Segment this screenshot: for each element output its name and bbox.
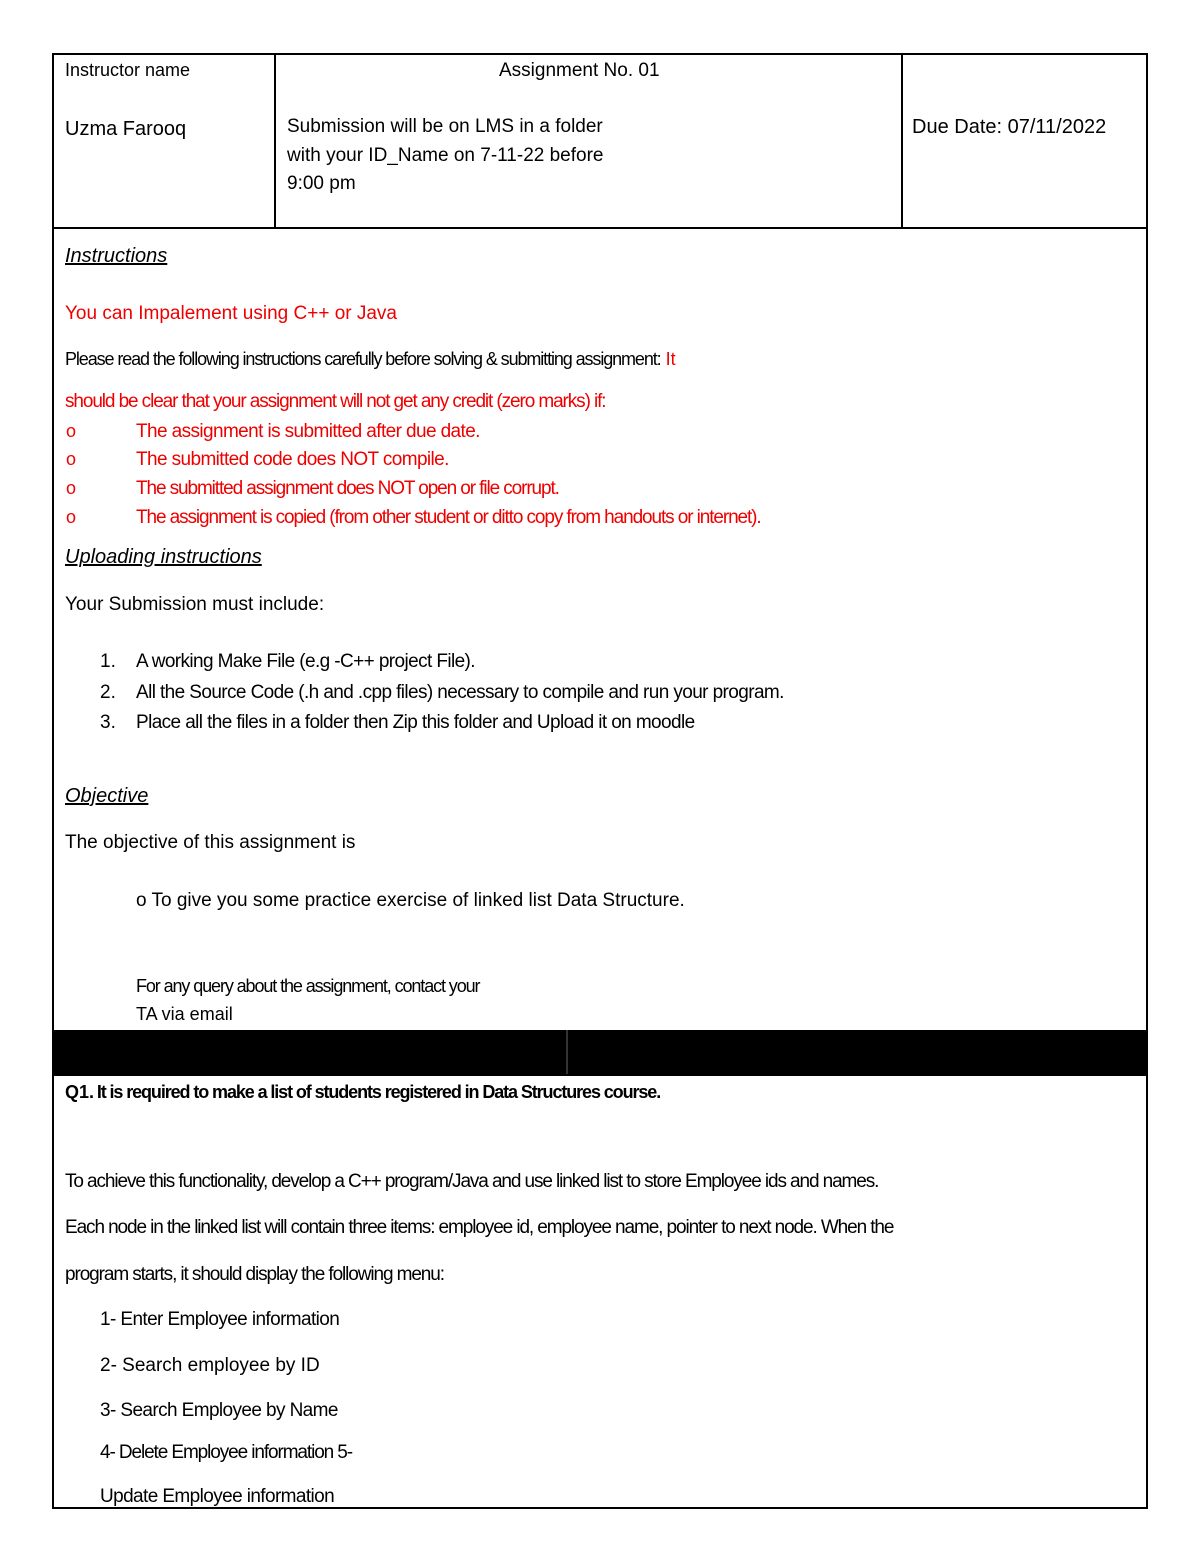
menu-item: Update Employee information — [100, 1486, 335, 1507]
assignment-title: Assignment No. 01 — [499, 60, 660, 81]
question-heading — [65, 1082, 660, 1103]
zero-marks-line: should be clear that your assignment will not get any credit (zero marks) if: — [65, 391, 606, 412]
instructor-cell — [54, 55, 276, 227]
uploading-heading: Uploading instructions — [65, 546, 262, 568]
due-date: Due Date: 07/11/2022 — [912, 116, 1107, 138]
assignment-page — [52, 53, 1148, 1509]
query-line-1: For any query about the assignment, contact your — [136, 976, 480, 996]
menu-item: 1- Enter Employee information — [100, 1309, 340, 1330]
item-text: All the Source Code (.h and .cpp files) necessary to compile and run your program. — [136, 682, 784, 703]
list-item — [54, 682, 1054, 708]
item-text: A working Make File (e.g -C++ project File). — [136, 651, 475, 672]
uploading-intro: Your Submission must include: — [65, 594, 325, 615]
instructor-name: Uzma Farooq — [65, 118, 187, 140]
item-number: 1. — [100, 651, 116, 672]
bullet-icon: o — [66, 449, 77, 469]
list-item — [54, 421, 1054, 447]
menu-item: 2- Search employee by ID — [100, 1355, 320, 1376]
instructor-label: Instructor name — [65, 60, 191, 80]
question-label: Q1 — [65, 1082, 90, 1102]
header-table — [54, 55, 1148, 229]
submission-cell — [276, 55, 903, 227]
list-item — [54, 449, 1054, 475]
due-date-cell — [903, 55, 1148, 227]
question-paragraph-line-2: Each node in the linked list will contain three items: employee id, employee name, pointer to next node. When the — [65, 1217, 894, 1238]
submission-line-2: with your ID_Name on 7-11-22 before — [287, 145, 604, 166]
list-item — [54, 712, 1054, 738]
bullet-icon: o — [66, 421, 77, 441]
menu-item: 4- Delete Employee information 5- — [100, 1442, 353, 1463]
menu-item: 3- Search Employee by Name — [100, 1400, 338, 1421]
objective-intro: The objective of this assignment is — [65, 832, 356, 853]
bullet-text: The assignment is submitted after due date. — [136, 421, 480, 442]
question-paragraph-line-3: program starts, it should display the following menu: — [65, 1264, 444, 1285]
submission-line-1: Submission will be on LMS in a folder — [287, 116, 603, 137]
question-text: . It is required to make a list of students registered in Data Structures course. — [89, 1082, 661, 1102]
bullet-icon: o — [66, 478, 77, 498]
divider-bar-split — [566, 1030, 568, 1074]
question-paragraph-line-1: To achieve this functionality, develop a C++ program/Java and use linked list to store Employee ids and names. — [65, 1171, 879, 1192]
bullet-icon: o — [66, 507, 77, 527]
query-line-2: TA via email — [136, 1004, 233, 1024]
list-item — [54, 507, 1054, 533]
bullet-text: The submitted assignment does NOT open or file corrupt. — [136, 478, 559, 499]
objective-heading: Objective — [65, 785, 149, 807]
divider-bar — [54, 1030, 1148, 1074]
read-line-red: It — [660, 349, 676, 369]
bullet-text: The submitted code does NOT compile. — [136, 449, 449, 470]
list-item — [54, 478, 1054, 504]
item-number: 2. — [100, 682, 116, 703]
read-instructions-line — [65, 349, 676, 370]
item-text: Place all the files in a folder then Zip this folder and Upload it on moodle — [136, 712, 695, 733]
instructions-heading: Instructions — [65, 245, 168, 267]
read-line-text: Please read the following instructions carefully before solving & submitting assignment: — [65, 349, 661, 369]
item-number: 3. — [100, 712, 116, 733]
list-item — [54, 651, 1054, 677]
divider-line — [54, 1074, 1148, 1076]
submission-line-3: 9:00 pm — [287, 173, 356, 194]
language-note: You can Impalement using C++ or Java — [65, 303, 397, 324]
objective-point: o To give you some practice exercise of linked list Data Structure. — [136, 890, 685, 911]
bullet-text: The assignment is copied (from other student or ditto copy from handouts or internet). — [136, 507, 761, 528]
